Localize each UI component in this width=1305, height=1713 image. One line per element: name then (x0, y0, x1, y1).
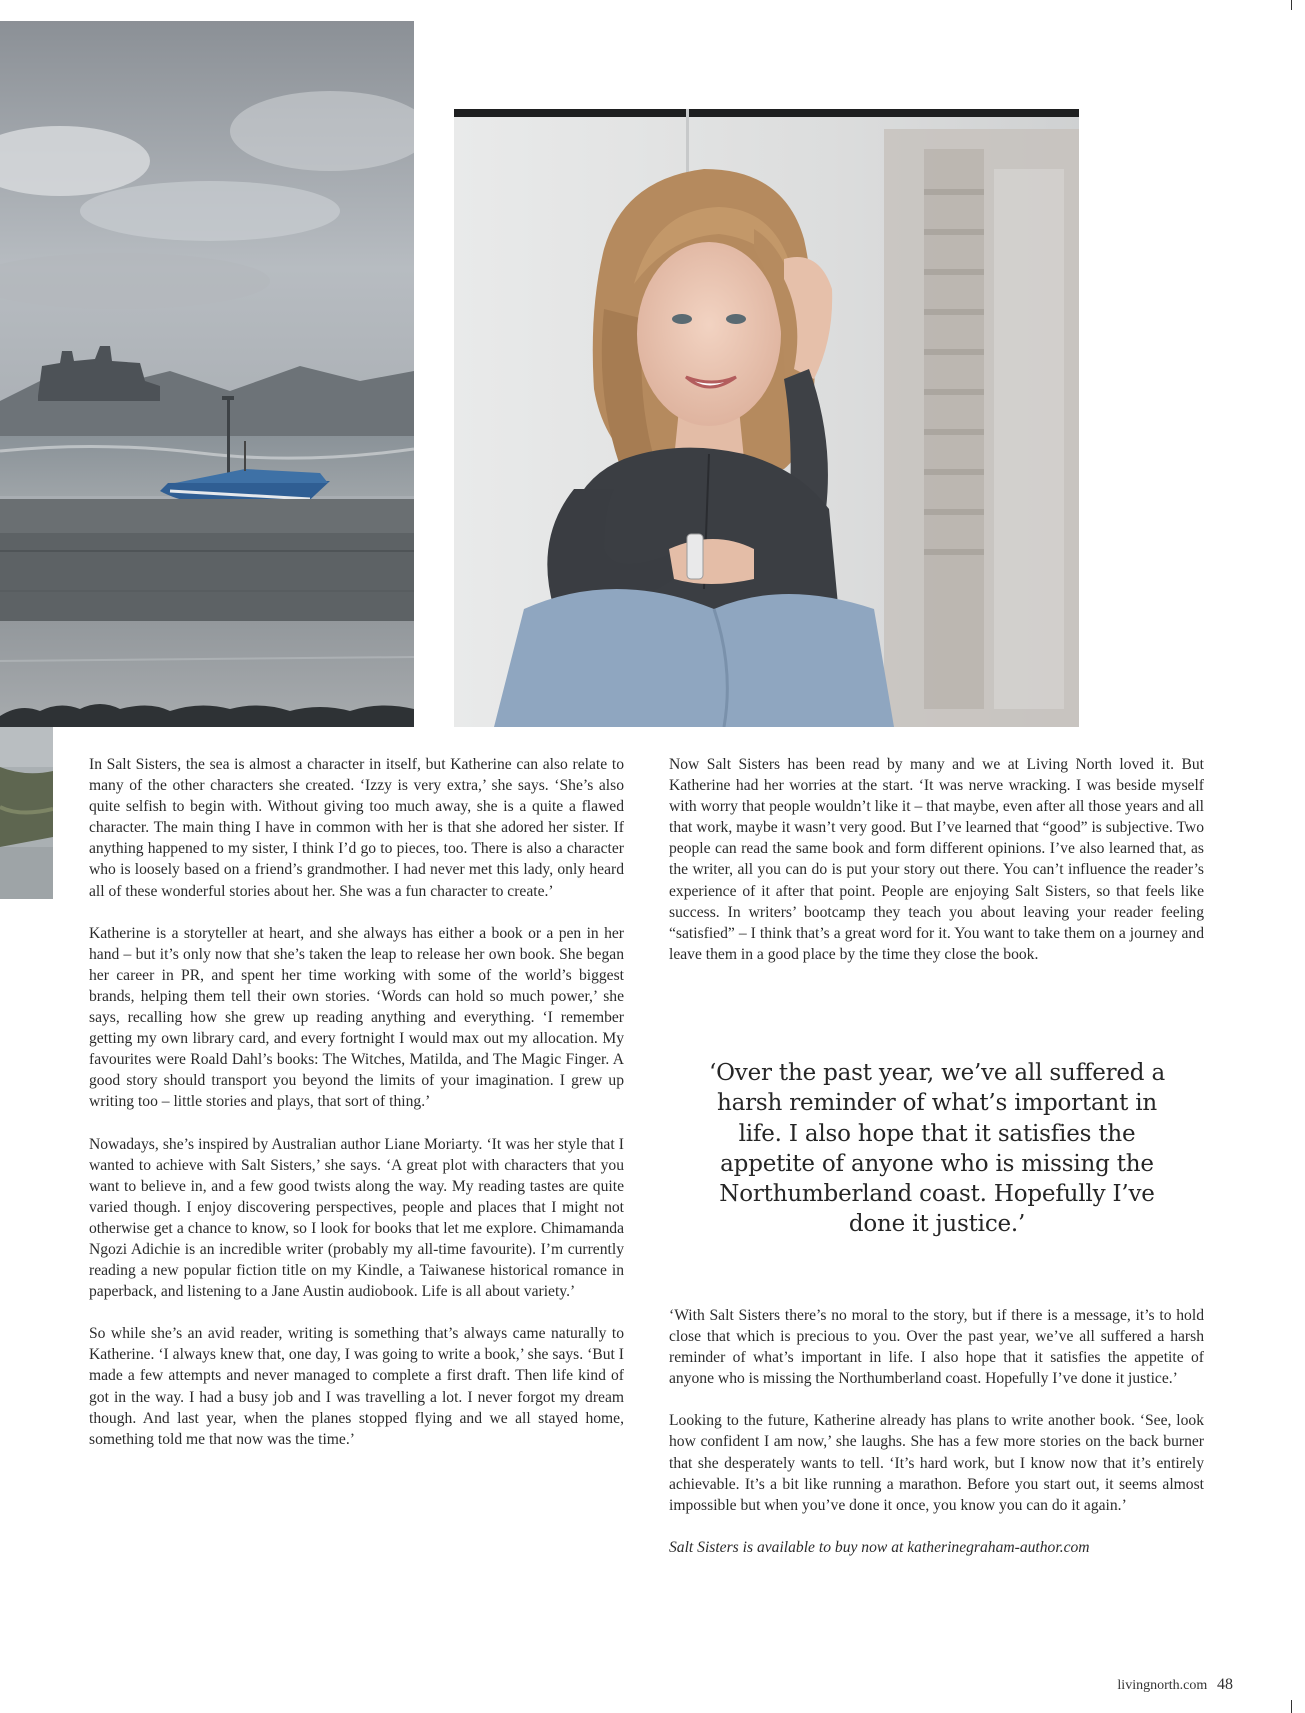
crop-mark-bottom (1291, 1700, 1292, 1713)
paragraph: Nowadays, she’s inspired by Australian author Liane Moriarty. ‘It was her style that I wanted to achieve with Salt Sisters,’ she says. ‘A great plot with characters that you want to believe in, and a few good twists along the way. My reading tastes are quite varied though. I enjoy discovering perspectives, people and places that I might not otherwise get a chance to know, so I look for books that let me explore. Chimamanda Ngozi Adichie is an incredible writer (probably my all-time favourite). I’m currently reading a new popular fiction title on my Kindle, a Taiwanese historical romance in paperback, and listening to a Jane Austin audiobook. Life is all about variety.’ (89, 1135, 624, 1301)
page-number: 48 (1217, 1676, 1233, 1693)
paragraph: Looking to the future, Katherine already has plans to write another book. ‘See, look how confident I am now,’ she laughs. She has a few more stories on the back burner that she desperately wants to tell. ‘It’s hard work, but I know now that it’s entirely achievable. It’s a bit like running a marathon. Before you start out, it seems almost impossible but when you’ve done it once, you know you can do it again.’ (669, 1412, 1204, 1514)
coast-photo-strip (0, 727, 53, 899)
paragraph: Now Salt Sisters has been read by many and we at Living North loved it. But Katherine had her worries at the start. ‘It was nerve wracking. I was beside myself with worry that people wouldn’t like it – that maybe, even after all those years and all that work, maybe it wasn’t very good. But I’ve learned that “good” is subjective. Two people can read the same book and form different opinions. I’ve also learned that, as the writer, all you can do is put your story out there. You can’t influence the reader’s experience of it after that point. People are enjoying Salt Sisters, so that feels like success. In writers’ bootcamp they teach you about leaving your reader feeling “satisfied” – I think that’s a great word for it. You want to take them on a journey and leave them in a good place by the time they close the book. (669, 756, 1204, 963)
paragraph: ‘With Salt Sisters there’s no moral to the story, but if there is a message, it’s to hold close that which is precious to you. Over the past year, we’ve all suffered a harsh reminder of what’s important in life. I also hope that it satisfies the appetite of anyone who is missing the Northumberland coast. Hopefully I’ve done it justice.’ (669, 1307, 1204, 1388)
page-footer (1117, 1676, 1233, 1694)
article-right-column-bottom (669, 1305, 1204, 1579)
author-portrait-photo (454, 109, 1079, 727)
paragraph: So while she’s an avid reader, writing is something that’s always came naturally to Katherine. ‘I always knew that, one day, I was going to write a book,’ she says. ‘But I made a few attempts and never managed to complete a first draft. Then life kind of got in the way. I had a busy job and I was travelling a lot. I never forgot my dream though. And last year, when the planes stopped flying and we all stayed home, something told me that now was the time.’ (89, 1325, 624, 1448)
pull-quote: ‘Over the past year, we’ve all suffered a harsh reminder of what’s important in life. I also hope that it satisfies the appetite of anyone who is missing the Northumberland coast. Hopefully I’ve done it justice.’ (709, 1060, 1165, 1238)
credit-line: Salt Sisters is available to buy now at katherinegraham-author.com (669, 1538, 1090, 1556)
article-right-column-top (669, 754, 1204, 986)
coast-photo (0, 21, 414, 727)
paragraph: Katherine is a storyteller at heart, and she always has either a book or a pen in her hand – but it’s only now that she’s taken the leap to release her own book. She began her career in PR, and spent her time working with some of the world’s biggest brands, helping them tell their own stories. ‘Words can hold so much power,’ she says, recalling how she grew up reading anything and everything. ‘I remember getting my own library card, and every fortnight I would max out my allocation. My favourites were Roald Dahl’s books: The Witches, Matilda, and The Magic Finger. A good story should transport you beyond the limits of your imagination. I grew up writing too – little stories and plays, that sort of thing.’ (89, 924, 624, 1111)
article-left-column (89, 754, 624, 1471)
footer-site: livingnorth.com (1117, 1678, 1208, 1693)
paragraph: In Salt Sisters, the sea is almost a character in itself, but Katherine can also relate to many of the other characters she created. ‘Izzy is very extra,’ she says. ‘She’s also quite selfish to begin with. Without giving too much away, she is a quite a flawed character. The main thing I have in common with her is that she adored her sister. If anything happened to my sister, I think I’d go to pieces, too. There is also a character who is loosely based on a friend’s grandmother. I had never met this lady, only heard all of these wonderful stories about her. She was a fun character to create.’ (89, 756, 624, 900)
crop-mark-top (1291, 0, 1292, 10)
